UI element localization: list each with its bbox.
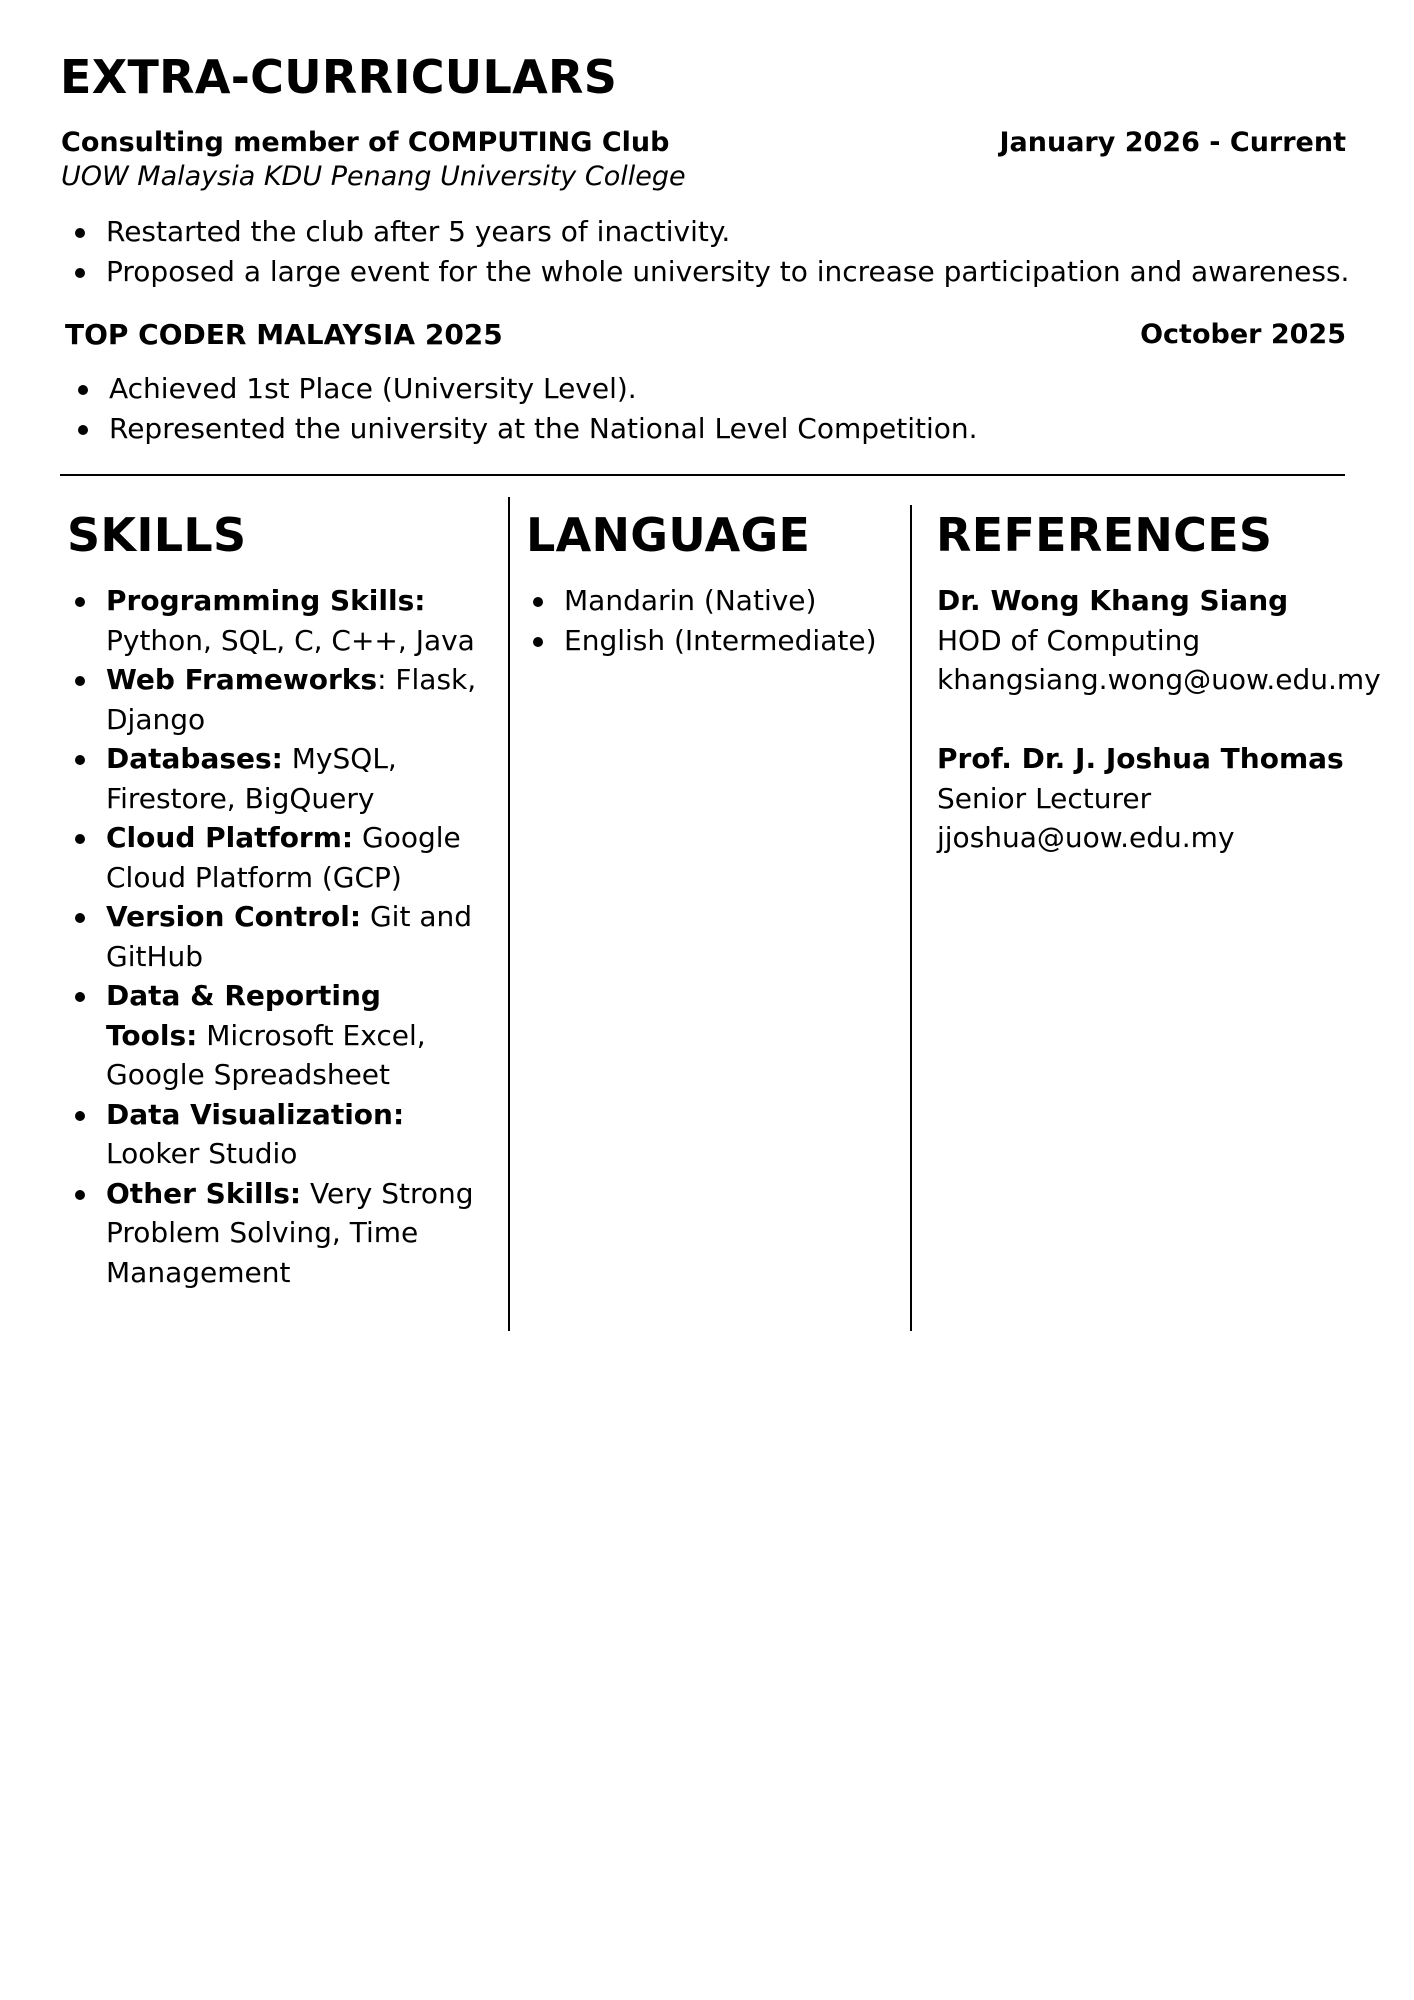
language-list bbox=[518, 581, 898, 660]
extracurriculars-heading: EXTRA-CURRICULARS bbox=[60, 50, 618, 104]
skill-label: Programming Skills: bbox=[106, 584, 426, 617]
list-item: Represented the university at the National Level Competition. bbox=[63, 409, 978, 449]
list-item bbox=[60, 660, 480, 739]
skill-label: Data Visualization: bbox=[106, 1097, 405, 1131]
list-item: Restarted the club after 5 years of inactivity. bbox=[60, 212, 1349, 252]
skill-label: Web Frameworks bbox=[106, 663, 378, 696]
list-item: Achieved 1st Place (University Level). bbox=[63, 369, 978, 409]
list-item bbox=[60, 1095, 480, 1174]
reference-name: Dr. Wong Khang Siang bbox=[937, 584, 1289, 617]
skill-label: Other Skills: bbox=[106, 1176, 302, 1210]
skill-text: MySQL, Firestore, BigQuery bbox=[106, 742, 397, 815]
references-heading: REFERENCES bbox=[936, 508, 1273, 562]
list-item: Proposed a large event for the whole university to increase participation and awareness. bbox=[60, 252, 1349, 292]
reference-email: jjoshua@uow.edu.my bbox=[937, 821, 1235, 854]
list-item: English (Intermediate) bbox=[518, 621, 898, 661]
skill-text: Looker Studio bbox=[106, 1137, 298, 1170]
skill-text: : Flask, Django bbox=[106, 663, 477, 736]
reference-title: HOD of Computing bbox=[937, 623, 1201, 657]
skill-text: Very Strong Problem Solving, Time Management bbox=[106, 1176, 474, 1289]
list-item bbox=[60, 581, 480, 660]
reference-entry bbox=[937, 581, 1381, 700]
column-divider bbox=[508, 497, 510, 1331]
skill-text: Google Cloud Platform (GCP) bbox=[106, 821, 461, 894]
language-heading: LANGUAGE bbox=[526, 508, 811, 562]
reference-title: Senior Lecturer bbox=[937, 781, 1152, 815]
list-item bbox=[60, 897, 480, 976]
skill-text: Git and GitHub bbox=[106, 900, 472, 973]
skill-label: Databases: bbox=[106, 742, 283, 775]
skill-label: Cloud Platform: bbox=[106, 821, 354, 854]
skill-label: Data & Reporting Tools: bbox=[106, 979, 381, 1052]
skills-heading: SKILLS bbox=[67, 508, 247, 562]
list-item: Mandarin (Native) bbox=[518, 581, 898, 621]
skill-label: Version Control: bbox=[106, 900, 362, 933]
entry-date: January 2026 - Current bbox=[999, 127, 1346, 158]
reference-entry bbox=[937, 739, 1344, 858]
list-item bbox=[60, 818, 480, 897]
entry-organization: UOW Malaysia KDU Penang University College bbox=[61, 161, 686, 192]
reference-email: khangsiang.wong@uow.edu.my bbox=[937, 663, 1381, 696]
reference-name: Prof. Dr. J. Joshua Thomas bbox=[937, 742, 1344, 775]
entry-bullet-list bbox=[63, 369, 978, 449]
column-divider bbox=[910, 505, 912, 1331]
list-item bbox=[60, 976, 480, 1095]
list-item bbox=[60, 1174, 480, 1293]
skill-text: Python, SQL, C, C++, Java bbox=[106, 623, 475, 657]
skill-text: Microsoft Excel, Google Spreadsheet bbox=[106, 1018, 426, 1091]
skills-list bbox=[60, 581, 480, 1292]
list-item bbox=[60, 739, 480, 818]
entry-role: TOP CODER MALAYSIA 2025 bbox=[65, 318, 503, 351]
entry-bullet-list bbox=[60, 212, 1349, 292]
entry-role: Consulting member of COMPUTING Club bbox=[61, 127, 670, 158]
entry-date: October 2025 bbox=[1140, 319, 1346, 350]
section-divider bbox=[60, 474, 1345, 476]
